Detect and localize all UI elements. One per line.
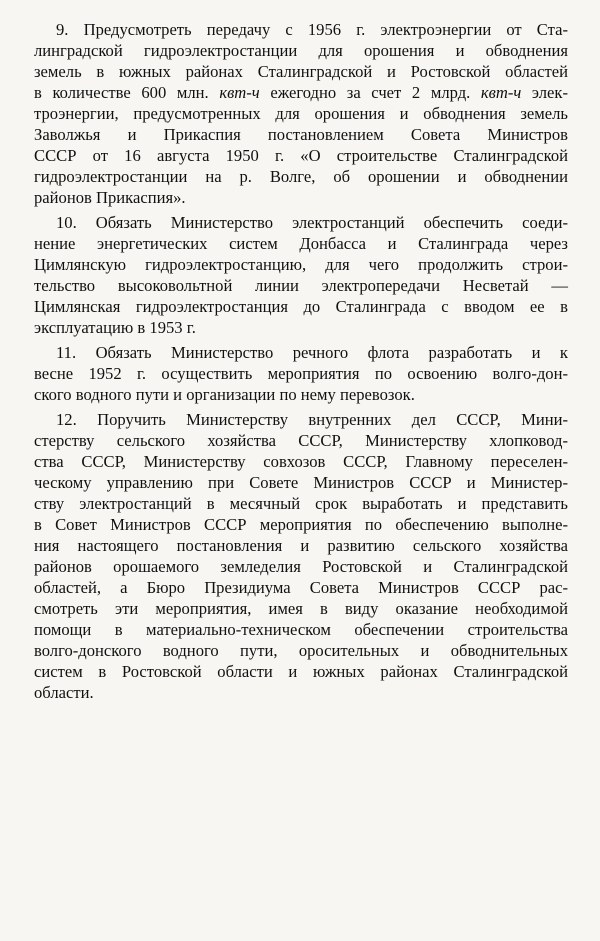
paragraph-line: районов орошаемого земледелия Ростовской и Сталинградской xyxy=(34,557,568,576)
paragraph-line: Цимлянская гидроэлектростанция до Сталинграда с вводом ее в xyxy=(34,297,568,316)
paragraph-line: ства СССР, Министерству совхозов СССР, Главному переселен- xyxy=(34,452,568,471)
paragraph-line: в Совет Министров СССР мероприятия по обеспечению выполне- xyxy=(34,515,568,534)
paragraph-line: весне 1952 г. осуществить мероприятия по освоению волго-дон- xyxy=(34,364,568,383)
document-text xyxy=(34,19,568,707)
paragraph-9 xyxy=(34,19,568,208)
paragraph-line: помощи в материально-техническом обеспечении строительства xyxy=(34,620,568,639)
paragraph-line: 12. Поручить Министерству внутренних дел СССР, Мини- xyxy=(56,410,568,429)
paragraph-line: 9. Предусмотреть передачу с 1956 г. электроэнергии от Ста- xyxy=(56,20,568,39)
paragraph-line: ния настоящего постановления и развитию сельского хозяйства xyxy=(34,536,568,555)
paragraph-line: Цимлянскую гидроэлектростанцию, для чего продолжить строи- xyxy=(34,255,568,274)
paragraph-line: области. xyxy=(34,683,94,702)
paragraph-10 xyxy=(34,212,568,338)
paragraph-line: СССР от 16 августа 1950 г. «О строительстве Сталинградской xyxy=(34,146,568,165)
paragraph-line: волго-донского водного пути, оросительных и обводнительных xyxy=(34,641,568,660)
paragraph-line: стерству сельского хозяйства СССР, Министерству хлопковод- xyxy=(34,431,568,450)
paragraph-line: областей, а Бюро Президиума Совета Министров СССР рас- xyxy=(34,578,568,597)
unit-kwh: квт-ч xyxy=(219,83,260,102)
paragraph-line: эксплуатацию в 1953 г. xyxy=(34,318,196,337)
paragraph-line: смотреть эти мероприятия, имея в виду оказание необходимой xyxy=(34,599,568,618)
paragraph-line: в количестве 600 млн. квт-ч ежегодно за счет 2 млрд. квт-ч элек- xyxy=(34,83,568,102)
paragraph-line: районов Прикаспия». xyxy=(34,188,186,207)
paragraph-line: Заволжья и Прикаспия постановлением Совета Министров xyxy=(34,125,568,144)
paragraph-line: 11. Обязать Министерство речного флота разработать и к xyxy=(56,343,568,362)
paragraph-line: 10. Обязать Министерство электростанций обеспечить соеди- xyxy=(56,213,568,232)
paragraph-line: гидроэлектростанции на р. Волге, об орошении и обводнении xyxy=(34,167,568,186)
paragraph-line: систем в Ростовской области и южных районах Сталинградской xyxy=(34,662,568,681)
paragraph-12 xyxy=(34,409,568,703)
unit-kwh: квт-ч xyxy=(480,83,522,102)
paragraph-line: троэнергии, предусмотренных для орошения и обводнения земель xyxy=(34,104,568,123)
paragraph-line: земель в южных районах Сталинградской и Ростовской областей xyxy=(34,62,568,81)
paragraph-line: ского водного пути и организации по нему перевозок. xyxy=(34,385,415,404)
paragraph-line: линградской гидроэлектростанции для орошения и обводнения xyxy=(34,41,568,60)
paragraph-line: тельство высоковольтной линии электропередачи Несветай — xyxy=(34,276,568,295)
paragraph-line: ству электростанций в месячный срок выработать и представить xyxy=(34,494,568,513)
paragraph-11 xyxy=(34,342,568,405)
paragraph-line: ческому управлению при Совете Министров СССР и Министер- xyxy=(34,473,568,492)
paragraph-line: нение энергетических систем Донбасса и Сталинграда через xyxy=(34,234,568,253)
